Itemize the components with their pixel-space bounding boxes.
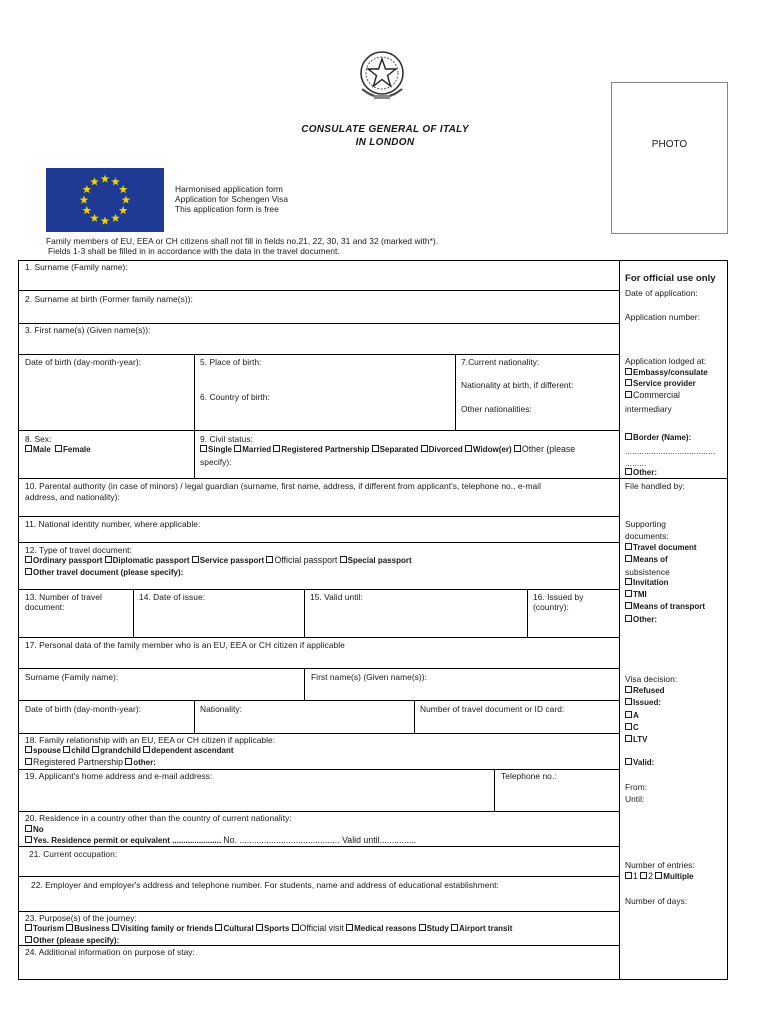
purpose-sports-checkbox[interactable]: Sports [256, 924, 289, 933]
purpose-transit-checkbox[interactable]: Airport transit [451, 924, 512, 933]
decision-valid-checkbox[interactable]: Valid: [625, 757, 654, 769]
intro-text [175, 184, 288, 214]
entries-label: Number of entries: [625, 860, 695, 870]
supporting-label-2: documents: [625, 531, 669, 541]
civil-status-single-checkbox[interactable]: Single [200, 445, 232, 454]
field-9-label: 9. Civil status: [200, 434, 253, 444]
border-dots: ...................................... [625, 446, 716, 456]
support-means-checkbox[interactable]: Means of [625, 554, 668, 566]
consulate-line1: CONSULATE GENERAL OF ITALY [301, 124, 469, 135]
field-9-options [200, 444, 575, 456]
lodged-embassy-checkbox[interactable]: Embassy/consulate [625, 367, 708, 379]
official-date-label: Date of application: [625, 288, 698, 298]
photo-box [611, 82, 728, 234]
lodged-commercial-line2: intermediary [625, 404, 672, 414]
doc-special-checkbox[interactable]: Special passport [340, 556, 412, 565]
consulate-line2: IN LONDON [355, 137, 415, 148]
sex-female-checkbox[interactable]: Female [55, 445, 91, 454]
field-17-surname-label: Surname (Family name): [25, 672, 119, 682]
decision-refused-checkbox[interactable]: Refused [625, 685, 665, 697]
rel-child-checkbox[interactable]: child [63, 746, 90, 755]
doc-official-checkbox[interactable]: Official passport [266, 556, 337, 565]
purpose-medical-checkbox[interactable]: Medical reasons [346, 924, 416, 933]
field-18-label: 18. Family relationship with an EU, EEA or CH citizen if applicable: [25, 735, 276, 745]
field-23-label: 23. Purpose(s) of the journey: [25, 913, 137, 923]
field-10b-label: address, and nationality): [25, 492, 120, 502]
eu-star-icon [111, 214, 120, 222]
entries-multiple-checkbox[interactable]: Multiple [655, 872, 693, 881]
eu-star-icon [82, 185, 91, 193]
field-17-docnumber-label: Number of travel document or ID card: [420, 704, 565, 714]
decision-issued-checkbox[interactable]: Issued: [625, 697, 661, 709]
field-10-label: 10. Parental authority (in case of minors) / legal guardian (surname, first name, address, if different from applicant's, telephone no., e-mail [25, 481, 541, 491]
lodged-commercial-checkbox[interactable]: Commercial [625, 390, 680, 402]
purpose-cultural-checkbox[interactable]: Cultural [215, 924, 253, 933]
field-14-label: 14. Date of issue: [139, 592, 206, 602]
residence-yes-checkbox[interactable]: Yes. Residence permit or equivalent ...................... No. ......................................... Valid until............... [25, 835, 416, 847]
lodged-other-checkbox[interactable]: Other: [625, 467, 657, 479]
rel-grandchild-checkbox[interactable]: grandchild [92, 746, 141, 755]
field-12-options [25, 555, 412, 567]
field-20-label: 20. Residence in a country other than the country of current nationality: [25, 813, 292, 823]
rel-ascendant-checkbox[interactable]: dependent ascendant [143, 746, 233, 755]
field-17-firstname-label: First name(s) (Given name(s)): [311, 672, 427, 682]
field-7b-label: Nationality at birth, if different: [461, 380, 574, 390]
eu-star-icon [90, 177, 99, 185]
field-17-dob-label: Date of birth (day-month-year): [25, 704, 142, 714]
purpose-business-checkbox[interactable]: Business [66, 924, 110, 933]
entries-2-checkbox[interactable]: 2 [640, 872, 653, 881]
lodged-provider-checkbox[interactable]: Service provider [625, 378, 696, 390]
field-6-label: 6. Country of birth: [200, 392, 270, 402]
decision-ltv-checkbox[interactable]: LTV [625, 734, 648, 746]
days-label: Number of days: [625, 896, 688, 906]
field-19-telephone-label: Telephone no.: [501, 771, 557, 781]
rel-other-checkbox[interactable]: other: [125, 758, 156, 767]
field-16b-label: (country): [533, 602, 569, 612]
rel-spouse-checkbox[interactable]: spouse [25, 746, 61, 755]
purpose-tourism-checkbox[interactable]: Tourism [25, 924, 64, 933]
field-7-label: 7.Current nationality: [461, 357, 540, 367]
purpose-study-checkbox[interactable]: Study [419, 924, 449, 933]
field-1-label: 1. Surname (Family name): [25, 262, 128, 272]
civil-status-widow-checkbox[interactable]: Widow(er) [465, 445, 512, 454]
field-17-label: 17. Personal data of the family member who is an EU, EEA or CH citizen if applicable [25, 640, 345, 650]
decision-a-checkbox[interactable]: A [625, 710, 639, 722]
support-transport-checkbox[interactable]: Means of transport [625, 601, 705, 613]
field-17-nationality-label: Nationality: [200, 704, 243, 714]
note-line1: Family members of EU, EEA or CH citizens shall not fill in fields no.21, 22, 30, 31 and 32 (marked with*). [46, 236, 439, 246]
doc-other-checkbox[interactable]: Other travel document (please specify): [25, 567, 183, 579]
civil-status-separated-checkbox[interactable]: Separated [372, 445, 419, 454]
field-22-label: 22. Employer and employer's address and telephone number. For students, name and address of educational establishment: [31, 880, 499, 890]
field-8-options [25, 444, 91, 456]
field-13-label: 13. Number of travel [25, 592, 102, 602]
purpose-official-checkbox[interactable]: Official visit [292, 924, 344, 933]
intro-line2: Application for Schengen Visa [175, 194, 289, 204]
eu-star-icon [101, 174, 110, 182]
field-16-label: 16. Issued by [533, 592, 584, 602]
residence-valid-until: No. ......................................... Valid until............... [223, 835, 417, 845]
form-notes [46, 236, 438, 256]
field-23-options [25, 923, 512, 935]
official-lodged-label: Application lodged at: [625, 356, 707, 366]
field-19-label: 19. Applicant's home address and e-mail address: [25, 771, 213, 781]
rel-partnership-checkbox[interactable]: Registered Partnership [25, 758, 123, 767]
field-13b-label: document: [25, 602, 65, 612]
field-4-label: Date of birth (day-month-year): [25, 357, 142, 367]
intro-line3: This application form is free [175, 204, 279, 214]
lodged-border-checkbox[interactable]: Border (Name): [625, 432, 691, 444]
entries-options [625, 871, 694, 883]
intro-line1: Harmonised application form [175, 184, 283, 194]
italian-emblem-icon [352, 45, 412, 107]
consulate-title [270, 124, 500, 148]
field-2-label: 2. Surname at birth (Former family name(s)): [25, 294, 193, 304]
civil-status-married-checkbox[interactable]: Married [234, 445, 271, 454]
field-18-options [25, 745, 234, 757]
field-11-label: 11. National identity number, where applicable: [25, 519, 201, 529]
field-24-label: 24. Additional information on purpose of stay: [25, 947, 195, 957]
support-invitation-checkbox[interactable]: Invitation [625, 577, 669, 589]
entries-1-checkbox[interactable]: 1 [625, 872, 638, 881]
support-subsistence-label: subsistence [625, 567, 670, 577]
eu-flag-icon [46, 168, 164, 232]
field-18-options-2 [25, 757, 156, 769]
field-3-label: 3. First name(s) (Given name(s)): [25, 325, 151, 335]
supporting-label-1: Supporting [625, 519, 667, 529]
field-21-label: 21. Current occupation: [29, 849, 118, 859]
residence-no-checkbox[interactable]: No [25, 824, 44, 836]
doc-service-checkbox[interactable]: Service passport [192, 556, 264, 565]
eu-star-icon [90, 214, 99, 222]
sex-male-checkbox[interactable]: Male [25, 445, 51, 454]
file-handled-label: File handled by: [625, 481, 685, 491]
border-dots-2: ......... [625, 458, 647, 468]
support-other-checkbox[interactable]: Other: [625, 614, 657, 626]
field-8-label: 8. Sex: [25, 434, 52, 444]
civil-status-partnership-checkbox[interactable]: Registered Partnership [273, 445, 369, 454]
field-12-label: 12. Type of travel document: [25, 545, 132, 555]
eu-star-icon [80, 195, 89, 203]
field-15-label: 15. Valid until: [310, 592, 363, 602]
note-line2: Fields 1-3 shall be filled in in accordance with the data in the travel document. [48, 246, 340, 256]
field-9-specify: specify): [200, 457, 232, 467]
doc-diplomatic-checkbox[interactable]: Diplomatic passport [105, 556, 190, 565]
official-number-label: Application number: [625, 312, 700, 322]
eu-star-icon [119, 206, 128, 214]
doc-ordinary-checkbox[interactable]: Ordinary passport [25, 556, 102, 565]
eu-star-icon [101, 216, 110, 224]
valid-until-label: Until: [625, 794, 645, 804]
civil-status-other-checkbox[interactable]: Other (please [514, 445, 575, 454]
support-travel-doc-checkbox[interactable]: Travel document [625, 542, 697, 554]
purpose-visiting-checkbox[interactable]: Visiting family or friends [112, 924, 213, 933]
decision-c-checkbox[interactable]: C [625, 722, 639, 734]
eu-star-icon [82, 206, 91, 214]
official-use-title: For official use only [625, 273, 716, 284]
eu-star-icon [122, 195, 131, 203]
field-7c-label: Other nationalities: [461, 404, 532, 414]
visa-decision-label: Visa decision: [625, 674, 678, 684]
eu-star-icon [119, 185, 128, 193]
support-tmi-checkbox[interactable]: TMI [625, 589, 647, 601]
eu-star-icon [111, 177, 120, 185]
photo-label: PHOTO [651, 139, 688, 150]
field-5-label: 5. Place of birth: [200, 357, 262, 367]
purpose-other-checkbox[interactable]: Other (please specify): [25, 935, 119, 947]
valid-from-label: From: [625, 782, 648, 792]
civil-status-divorced-checkbox[interactable]: Divorced [421, 445, 463, 454]
